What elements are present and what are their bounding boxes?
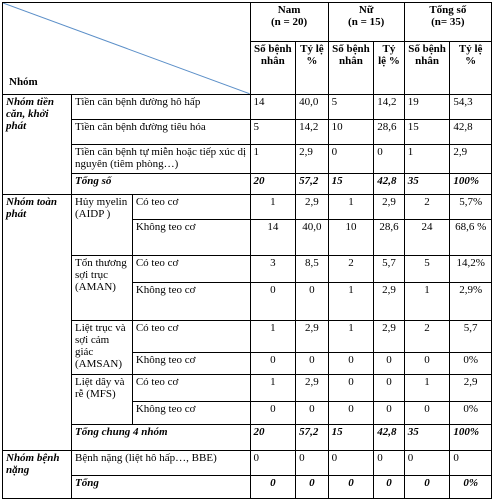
- cell: 0: [296, 353, 328, 375]
- group-header-total: [404, 3, 491, 42]
- cell: 0: [296, 283, 328, 321]
- cell: 15: [328, 424, 374, 450]
- cell: 3: [250, 256, 296, 283]
- corner-label: Nhóm: [9, 75, 38, 88]
- total-row: [3, 173, 492, 194]
- cell: 0%: [450, 353, 492, 375]
- cell: 42,8: [374, 424, 404, 450]
- cell: 24: [404, 219, 450, 255]
- cell: 2,9: [374, 320, 404, 352]
- table-row: [3, 194, 492, 219]
- cell: 0: [450, 450, 492, 475]
- cell: 1: [250, 374, 296, 401]
- table-row: [3, 144, 492, 173]
- cell: 2: [404, 194, 450, 219]
- cell: 2,9%: [450, 283, 492, 321]
- total-label: Tổng chung 4 nhóm: [71, 424, 250, 450]
- cell: 1: [404, 144, 450, 173]
- cell: 1: [328, 194, 374, 219]
- cell: 1: [250, 194, 296, 219]
- cell: 14,2: [374, 94, 404, 119]
- cell: 2,9: [374, 283, 404, 321]
- cell: 0: [328, 475, 374, 498]
- cell: 0: [374, 401, 404, 424]
- cell: 0: [374, 374, 404, 401]
- cell: 0: [328, 401, 374, 424]
- group-title: Tổng số: [429, 4, 467, 16]
- cell: 35: [404, 424, 450, 450]
- cell: 57,2: [296, 424, 328, 450]
- cell: 0: [250, 401, 296, 424]
- section-title-history: Nhóm tiền căn, khởi phát: [3, 94, 72, 194]
- cell: 0: [250, 353, 296, 375]
- cell: 100%: [450, 173, 492, 194]
- cell: 0: [328, 374, 374, 401]
- cell: 14,2: [296, 119, 328, 144]
- cell: 1: [250, 320, 296, 352]
- cell: 2: [328, 256, 374, 283]
- cell: 0: [404, 353, 450, 375]
- cell: 2,9: [296, 144, 328, 173]
- row-label: Có teo cơ: [132, 194, 250, 219]
- cell: 68,6 %: [450, 219, 492, 255]
- cell: 5: [328, 94, 374, 119]
- cell: 0: [404, 450, 450, 475]
- cell: 0: [296, 401, 328, 424]
- count-header: Số bệnh nhân: [328, 41, 374, 94]
- subgroup-label: Hủy myelin (AIDP ): [71, 194, 132, 255]
- cell: 15: [328, 173, 374, 194]
- cell: 0: [296, 450, 328, 475]
- cell: 28,6: [374, 219, 404, 255]
- count-header: Số bệnh nhân: [250, 41, 296, 94]
- row-label: Không teo cơ: [132, 283, 250, 321]
- section-title-full: Nhóm toàn phát: [3, 194, 72, 450]
- subgroup-label: Liệt dây và rễ (MFS): [71, 374, 132, 424]
- cell: 20: [250, 173, 296, 194]
- cell: 28,6: [374, 119, 404, 144]
- cell: 100%: [450, 424, 492, 450]
- total-row: [3, 424, 492, 450]
- cell: 0: [250, 475, 296, 498]
- row-label: Có teo cơ: [132, 320, 250, 352]
- cell: 14: [250, 219, 296, 255]
- cell: 20: [250, 424, 296, 450]
- cell: 40,0: [296, 219, 328, 255]
- cell: 54,3: [450, 94, 492, 119]
- row-label: Bệnh nặng (liệt hô hấp…, BBE): [71, 450, 250, 475]
- row-label: Không teo cơ: [132, 401, 250, 424]
- table-row: [3, 94, 492, 119]
- total-label: Tổng: [71, 475, 250, 498]
- count-header: Số bệnh nhân: [404, 41, 450, 94]
- cell: 14,2%: [450, 256, 492, 283]
- total-row: [3, 475, 492, 498]
- cell: 0: [404, 475, 450, 498]
- cell: 0: [374, 353, 404, 375]
- table-row: [3, 374, 492, 401]
- cell: 8,5: [296, 256, 328, 283]
- cell: 0%: [450, 475, 492, 498]
- subgroup-label: Tổn thương sợi trục (AMAN): [71, 256, 132, 321]
- table-row: [3, 256, 492, 283]
- group-title: Nữ: [358, 4, 374, 16]
- cell: 1: [404, 283, 450, 321]
- cell: 0: [374, 450, 404, 475]
- cell: 0: [374, 475, 404, 498]
- pct-header: Tỷ lệ %: [450, 41, 492, 94]
- row-label: Không teo cơ: [132, 353, 250, 375]
- cell: 35: [404, 173, 450, 194]
- cell: 42,8: [450, 119, 492, 144]
- row-label: Có teo cơ: [132, 374, 250, 401]
- cell: 2: [404, 320, 450, 352]
- cell: 10: [328, 219, 374, 255]
- cell: 0: [250, 283, 296, 321]
- group-header-female: [328, 3, 404, 42]
- cell: 10: [328, 119, 374, 144]
- cell: 5,7%: [450, 194, 492, 219]
- table-row: [3, 450, 492, 475]
- cell: 2,9: [374, 194, 404, 219]
- pct-header: Tỷ lệ %: [374, 41, 404, 94]
- row-label: Tiền căn bệnh đường tiêu hóa: [71, 119, 250, 144]
- cell: 2,9: [450, 374, 492, 401]
- cell: 42,8: [374, 173, 404, 194]
- cell: 0: [328, 144, 374, 173]
- row-label: Tiền căn bệnh tự miễn hoặc tiếp xúc dị nguyên (tiêm phòng…): [71, 144, 250, 173]
- cell: 1: [404, 374, 450, 401]
- cell: 0: [374, 144, 404, 173]
- pct-header: Tỷ lệ %: [296, 41, 328, 94]
- cell: 5,7: [374, 256, 404, 283]
- total-label: Tổng số: [71, 173, 250, 194]
- cell: 0%: [450, 401, 492, 424]
- row-label: Có teo cơ: [132, 256, 250, 283]
- cell: 1: [250, 144, 296, 173]
- row-label: Không teo cơ: [132, 219, 250, 255]
- cell: 5: [404, 256, 450, 283]
- table-row: [3, 320, 492, 352]
- subgroup-label: Liệt trục và sợi cảm giác (AMSAN): [71, 320, 132, 374]
- cell: 40,0: [296, 94, 328, 119]
- cell: 0: [328, 353, 374, 375]
- group-sub: (n= 35): [431, 16, 465, 28]
- table-row: [3, 119, 492, 144]
- group-title: Nam: [277, 4, 301, 16]
- cell: 19: [404, 94, 450, 119]
- cell: 0: [250, 450, 296, 475]
- row-label: Tiền căn bệnh đường hô hấp: [71, 94, 250, 119]
- cell: 0: [296, 475, 328, 498]
- cell: 57,2: [296, 173, 328, 194]
- group-sub: (n = 20): [270, 16, 308, 28]
- cell: 5,7: [450, 320, 492, 352]
- corner-header: [3, 3, 251, 95]
- cell: 14: [250, 94, 296, 119]
- data-table: [2, 2, 492, 499]
- section-title-severe: Nhóm bệnh nặng: [3, 450, 72, 498]
- group-header-male: [250, 3, 328, 42]
- diagonal-line: [3, 3, 250, 94]
- cell: 2,9: [296, 320, 328, 352]
- cell: 2,9: [296, 194, 328, 219]
- group-sub: (n = 15): [348, 16, 385, 28]
- cell: 2,9: [296, 374, 328, 401]
- cell: 1: [328, 283, 374, 321]
- cell: 2,9: [450, 144, 492, 173]
- cell: 5: [250, 119, 296, 144]
- cell: 0: [404, 401, 450, 424]
- cell: 15: [404, 119, 450, 144]
- cell: 1: [328, 320, 374, 352]
- cell: 0: [328, 450, 374, 475]
